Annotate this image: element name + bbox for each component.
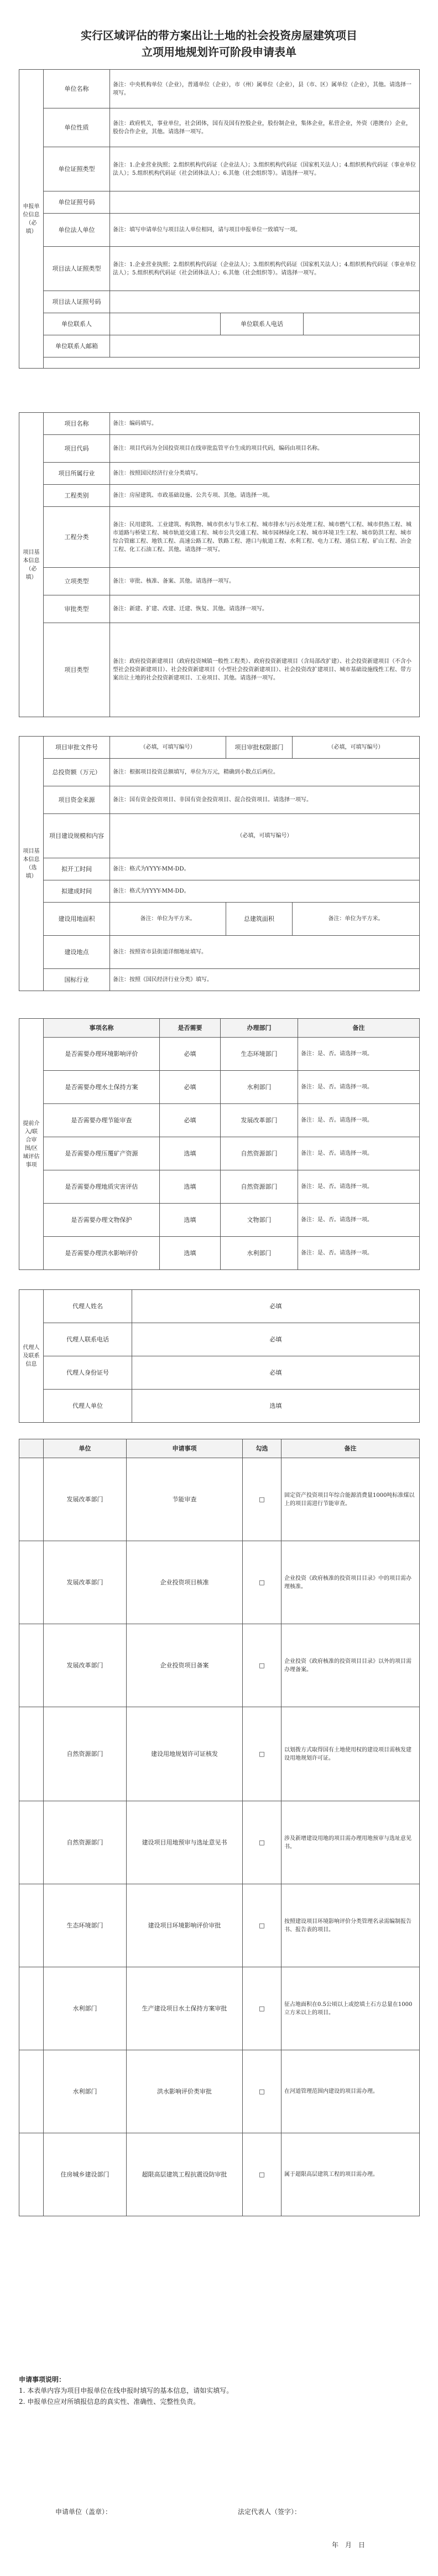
signature-date: 年 月 日	[332, 2541, 366, 2549]
matter-row-item: 生产建设项目水土保持方案审批	[127, 1967, 243, 2050]
matter-row-unit: 住房城乡建设部门	[44, 2133, 127, 2216]
matter-row-note: 属于超限高层建筑工程的项目需办理。	[281, 2133, 420, 2216]
approval-row-item: 是否需要办理节能审查	[44, 1104, 160, 1137]
unit-license-type-value[interactable]: 备注：1.企业营业执照；2.组织机构代码证（企业法人）；3.组织机构代码证（国家机关法人）；4.组织机构代码证（事业单位法人）；5.组织机构代码证（社会团体法人）；6.其他（社会组织等）。请选择一项写。	[110, 147, 420, 191]
approval-row-dept: 发展改革部门	[221, 1104, 298, 1137]
matters-header-unit: 单位	[44, 1439, 127, 1458]
agent-phone-value[interactable]: 必填	[132, 1323, 420, 1356]
matter-row-unit: 自然资源部门	[44, 1801, 127, 1884]
approval-row-note: 备注：是、否。请选择一项。	[298, 1237, 420, 1270]
approval-row-item: 是否需要办理水土保持方案	[44, 1071, 160, 1104]
matter-row-note: 涉及新增建设用地的项目需办理用地预审与选址意见书。	[281, 1801, 420, 1884]
legal-license-type-value[interactable]: 备注：1.企业营业执照；2.组织机构代码证（企业法人）；3.组织机构代码证（国家机关法人）；4.组织机构代码证（事业单位法人）；5.组织机构代码证（社会团体法人）；6.其他（社会组织等）。请选择一项写。	[110, 247, 420, 291]
matter-row-unit: 发展改革部门	[44, 1624, 127, 1707]
land-area-value[interactable]: 备注：单位为平方米。	[110, 903, 226, 936]
project-code-label: 项目代码	[44, 435, 110, 463]
project-industry-value[interactable]: 备注：按照国民经济行业分类填写。	[110, 463, 420, 485]
project-type-value[interactable]: 备注：政府投资新建项目（政府投资城镇一般性工程类）、政府投资新建项目（含局部改扩建）、社会投资新建项目（不含小型社会投资新建项目）、社会投资新建项目（小型社会投资新建项目）、社会投资改扩建项目、城市基础设施线性工程、带方案出让土地的社会投资新建项目、工业项目、其他。请选择一项写。	[110, 623, 420, 717]
approval-row-item: 是否需要办理地质灾害评估	[44, 1170, 160, 1204]
total-investment-label: 总投资额（万元）	[44, 759, 110, 786]
unit-contact-email-label: 单位联系人邮箱	[44, 335, 110, 357]
unit-contact-value[interactable]	[110, 313, 221, 335]
matter-row-unit: 自然资源部门	[44, 1707, 127, 1801]
floor-area-label: 总建筑面积	[226, 903, 293, 936]
unit-license-type-label: 单位证照类型	[44, 147, 110, 191]
approval-row-dept: 生态环境部门	[221, 1038, 298, 1071]
matter-row-spacer	[19, 1967, 44, 2050]
matter-row-note: 按照建设项目环境影响评价分类管理名录需编制报告书、报告表的项目。	[281, 1884, 420, 1967]
matters-table	[19, 1439, 420, 2216]
matter-row-note: 在河道管理范围内建设的项目需办理。	[281, 2050, 420, 2133]
approval-row-note: 备注：是、否。请选择一项。	[298, 1038, 420, 1071]
approval-row-needed[interactable]: 选填	[160, 1170, 221, 1204]
matter-row-checkbox[interactable]: □	[243, 1707, 281, 1801]
matters-header-item: 申请事项	[127, 1439, 243, 1458]
legal-license-type-label: 项目法人证照类型	[44, 247, 110, 291]
matter-row-spacer	[19, 1624, 44, 1707]
matters-header-blank	[19, 1439, 44, 1458]
start-date-label: 拟开工时间	[44, 858, 110, 880]
matter-row-checkbox[interactable]: □	[243, 2050, 281, 2133]
approval-doc-value[interactable]: （必填，可填写编号）	[110, 737, 226, 759]
matter-row-checkbox[interactable]: □	[243, 1541, 281, 1624]
approval-dept-label: 项目审批权限部门	[226, 737, 293, 759]
fund-source-value[interactable]: 备注：国有资金投资项目、非国有资金投资项目、混合投资项目。请选择一项写。	[110, 786, 420, 814]
matter-row-spacer	[19, 1541, 44, 1624]
unit-legal-value[interactable]: 备注：填写申请单位与项目法人单位相同，请与项目申报单位一致填写一项。	[110, 214, 420, 247]
matter-row-checkbox[interactable]: □	[243, 1624, 281, 1707]
project-build-type-value[interactable]: 备注：新建、扩建、改建、迁建、恢复、其他。请选择一项写。	[110, 595, 420, 623]
approval-row-needed[interactable]: 选填	[160, 1237, 221, 1270]
unit-license-number-value[interactable]	[110, 191, 420, 214]
approval-row-dept: 文物部门	[221, 1204, 298, 1237]
approval-row-dept: 水利部门	[221, 1071, 298, 1104]
approval-row-note: 备注：是、否。请选择一项。	[298, 1137, 420, 1170]
matter-row-spacer	[19, 1801, 44, 1884]
document-title-line2: 立项用地规划许可阶段申请表单	[142, 45, 296, 59]
project-industry-label: 项目所属行业	[44, 463, 110, 485]
agent-unit-value[interactable]: 选填	[132, 1390, 420, 1423]
approval-row-item: 是否需要办理压覆矿产资源	[44, 1137, 160, 1170]
project-basic-table	[19, 736, 420, 991]
unit-contact-phone-value[interactable]	[304, 313, 420, 335]
total-investment-value[interactable]: 备注：根据项目投资总额填写，单位为万元，精确到小数点后两位。	[110, 759, 420, 786]
matters-header-note: 备注	[281, 1439, 420, 1458]
project-name-label: 项目名称	[44, 413, 110, 435]
unit-license-number-label: 单位证照号码	[44, 191, 110, 214]
matter-row-note: 征占地面积在0.5公顷以上或挖填土石方总量在1000立方米以上的项目。	[281, 1967, 420, 2050]
project-info-table	[19, 412, 420, 717]
start-date-value[interactable]: 备注：格式为YYYY-MM-DD。	[110, 858, 420, 880]
approval-row-note: 备注：是、否。请选择一项。	[298, 1204, 420, 1237]
agent-phone-label: 代理人联系电话	[44, 1323, 132, 1356]
matter-row-spacer	[19, 1458, 44, 1541]
matter-row-spacer	[19, 1884, 44, 1967]
matter-row-note: 以划拨方式取得国有土地使用权的建设项目需核发建设用地规划许可证。	[281, 1707, 420, 1801]
approval-row-needed[interactable]: 选填	[160, 1137, 221, 1170]
legal-license-number-label: 项目法人证照号码	[44, 291, 110, 313]
approval-header-note: 备注	[298, 1019, 420, 1038]
matters-header-check: 勾选	[243, 1439, 281, 1458]
notes-block	[19, 2374, 419, 2407]
approval-row-item: 是否需要办理文物保护	[44, 1204, 160, 1237]
matter-row-checkbox[interactable]: □	[243, 2133, 281, 2216]
legal-license-number-value[interactable]	[110, 291, 420, 313]
agent-id-value[interactable]: 必填	[132, 1356, 420, 1390]
note-item: 1. 本表单内容为项目申报单位在线申报时填写的基本信息，请如实填写。	[19, 2387, 233, 2394]
legal-signature-label: 法定代表人（签字）：	[238, 2508, 301, 2516]
project-type-label: 项目类型	[44, 623, 110, 717]
matter-row-spacer	[19, 2133, 44, 2216]
matter-row-checkbox[interactable]: □	[243, 1884, 281, 1967]
scale-content-value[interactable]: （必填，可填写编号）	[110, 814, 420, 858]
unit-spacer-row	[44, 357, 420, 369]
matter-row-checkbox[interactable]: □	[243, 1458, 281, 1541]
unit-contact-phone-label: 单位联系人电话	[221, 313, 304, 335]
project-category-label: 工程类别	[44, 485, 110, 507]
matter-row-item: 节能审查	[127, 1458, 243, 1541]
location-label: 建设地点	[44, 936, 110, 969]
matter-row-item: 建设项目环境影响评价审批	[127, 1884, 243, 1967]
agent-unit-label: 代理人单位	[44, 1390, 132, 1423]
matter-row-checkbox[interactable]: □	[243, 1801, 281, 1884]
matter-row-unit: 生态环境部门	[44, 1884, 127, 1967]
unit-section-label: 申报单位信息（必填）	[19, 70, 44, 369]
matter-row-unit: 发展改革部门	[44, 1458, 127, 1541]
matter-row-item: 建设用地规划许可证核发	[127, 1707, 243, 1801]
basic-section-label: 项目基本信息（选填）	[19, 737, 44, 991]
approval-row-needed[interactable]: 选填	[160, 1204, 221, 1237]
unit-nature-value[interactable]: 备注：政府机关，事业单位，社会团体，国有及国有控股企业，股份制企业，集体企业，私营企业，外资（港澳台）企业，股份合作企业，其他。请选择一项写。	[110, 108, 420, 147]
approval-section-label: 提前介入/联合审图/区域评估事项	[19, 1019, 44, 1270]
approval-header-item: 事项名称	[44, 1019, 160, 1038]
notes-heading: 申请事项说明：	[19, 2376, 66, 2383]
project-name-value[interactable]: 备注：编码填写。	[110, 413, 420, 435]
matter-row-note: 企业投资《政府核准的投资项目目录》以外的项目需办理备案。	[281, 1624, 420, 1707]
matter-row-item: 企业投资项目备案	[127, 1624, 243, 1707]
matter-row-item: 企业投资项目核准	[127, 1541, 243, 1624]
fund-source-label: 项目资金来源	[44, 786, 110, 814]
approval-header-dept: 办理部门	[221, 1019, 298, 1038]
contact-table	[19, 1289, 420, 1423]
matter-row-item: 超限高层建筑工程抗震设防审批	[127, 2133, 243, 2216]
project-code-value[interactable]: 备注：项目代码为全国投资项目在线审批监管平台生成的项目代码，编码由项目名称。	[110, 435, 420, 463]
matter-row-unit: 水利部门	[44, 2050, 127, 2133]
matter-row-unit: 发展改革部门	[44, 1541, 127, 1624]
matter-row-spacer	[19, 2050, 44, 2133]
unit-name-value[interactable]: 备注：中央机构单位（企业），普通单位（企业），市（州）属单位（企业），县（市、区）属单位（企业），其他。请选择一项写。	[110, 70, 420, 108]
approval-row-dept: 水利部门	[221, 1237, 298, 1270]
location-value[interactable]: 备注：按照省市县街道详细地址填写。	[110, 936, 420, 969]
project-build-type-label: 审批类型	[44, 595, 110, 623]
approval-row-item: 是否需要办理环境影响评价	[44, 1038, 160, 1071]
applicant-signature-label: 申请单位（盖章）：	[55, 2508, 112, 2516]
approval-row-note: 备注：是、否。请选择一项。	[298, 1170, 420, 1204]
agent-name-label: 代理人姓名	[44, 1290, 132, 1323]
end-date-value[interactable]: 备注：格式为YYYY-MM-DD。	[110, 880, 420, 903]
matter-row-spacer	[19, 1707, 44, 1801]
approval-row-needed[interactable]: 必填	[160, 1071, 221, 1104]
approval-items-table	[19, 1018, 420, 1270]
document-title-line1: 实行区域评估的带方案出让土地的社会投资房屋建筑项目	[81, 29, 357, 42]
land-area-label: 建设用地面积	[44, 903, 110, 936]
project-class-value[interactable]: 备注：民用建筑、工业建筑、构筑物、城市供水与节水工程、城市排水与污水处理工程、城市燃气工程、城市供热工程、城市道路与桥梁工程、城市轨道交通工程、城市公共交通工程、城市园林绿化工程、城市环境卫生工程、城市防洪工程、城市综合管廊工程、地铁工程、高速公路工程、铁路工程、港口与航道工程、水利工程、电力工程、通信工程、矿山工程、冶金工程、化工石油工程、其他。请选择一项写。	[110, 507, 420, 568]
agent-id-label: 代理人身份证号	[44, 1356, 132, 1390]
project-class-label: 工程分类	[44, 507, 110, 568]
project-approval-label: 立项类型	[44, 568, 110, 595]
approval-row-needed[interactable]: 必填	[160, 1038, 221, 1071]
note-item: 2. 申报单位应对所填报信息的真实性、准确性、完整性负责。	[19, 2398, 200, 2406]
agent-name-value[interactable]: 必填	[132, 1290, 420, 1323]
unit-info-table	[19, 69, 420, 369]
matter-row-note: 企业投资《政府核准的投资项目目录》中的项目需办理核准。	[281, 1541, 420, 1624]
matter-row-checkbox[interactable]: □	[243, 1967, 281, 2050]
matter-row-unit: 水利部门	[44, 1967, 127, 2050]
end-date-label: 拟建成时间	[44, 880, 110, 903]
unit-nature-label: 单位性质	[44, 108, 110, 147]
matter-row-note: 固定资产投资项目年综合能源消费量1000吨标准煤以上的项目需进行节能审查。	[281, 1458, 420, 1541]
matter-row-item: 洪水影响评价类审批	[127, 2050, 243, 2133]
unit-name-label: 单位名称	[44, 70, 110, 108]
floor-area-value[interactable]: 备注：单位为平方米。	[293, 903, 420, 936]
gb-industry-label: 国标行业	[44, 969, 110, 991]
unit-legal-label: 单位法人单位	[44, 214, 110, 247]
approval-row-item: 是否需要办理洪水影响评价	[44, 1237, 160, 1270]
project-approval-value[interactable]: 备注：审批、核准、备案、其他。请选择一项写。	[110, 568, 420, 595]
matter-row-item: 建设项目用地预审与选址意见书	[127, 1801, 243, 1884]
approval-row-dept: 自然资源部门	[221, 1170, 298, 1204]
approval-dept-value[interactable]: （必填，可填写编号）	[293, 737, 420, 759]
approval-row-dept: 自然资源部门	[221, 1137, 298, 1170]
contact-section-label: 代理人及联系信息	[19, 1290, 44, 1423]
scale-content-label: 项目建设规模和内容	[44, 814, 110, 858]
unit-contact-email-value[interactable]	[110, 335, 420, 357]
gb-industry-value[interactable]: 备注：按照《国民经济行业分类》填写。	[110, 969, 420, 991]
project-section-label: 项目基本信息（必填）	[19, 413, 44, 717]
approval-row-note: 备注：是、否。请选择一项。	[298, 1104, 420, 1137]
approval-header-needed: 是否需要	[160, 1019, 221, 1038]
unit-contact-label: 单位联系人	[44, 313, 110, 335]
approval-doc-label: 项目审批文件号	[44, 737, 110, 759]
approval-row-note: 备注：是、否。请选择一项。	[298, 1071, 420, 1104]
approval-row-needed[interactable]: 必填	[160, 1104, 221, 1137]
project-category-value[interactable]: 备注：房屋建筑、市政基础设施、公共专项、其他。请选择一项。	[110, 485, 420, 507]
